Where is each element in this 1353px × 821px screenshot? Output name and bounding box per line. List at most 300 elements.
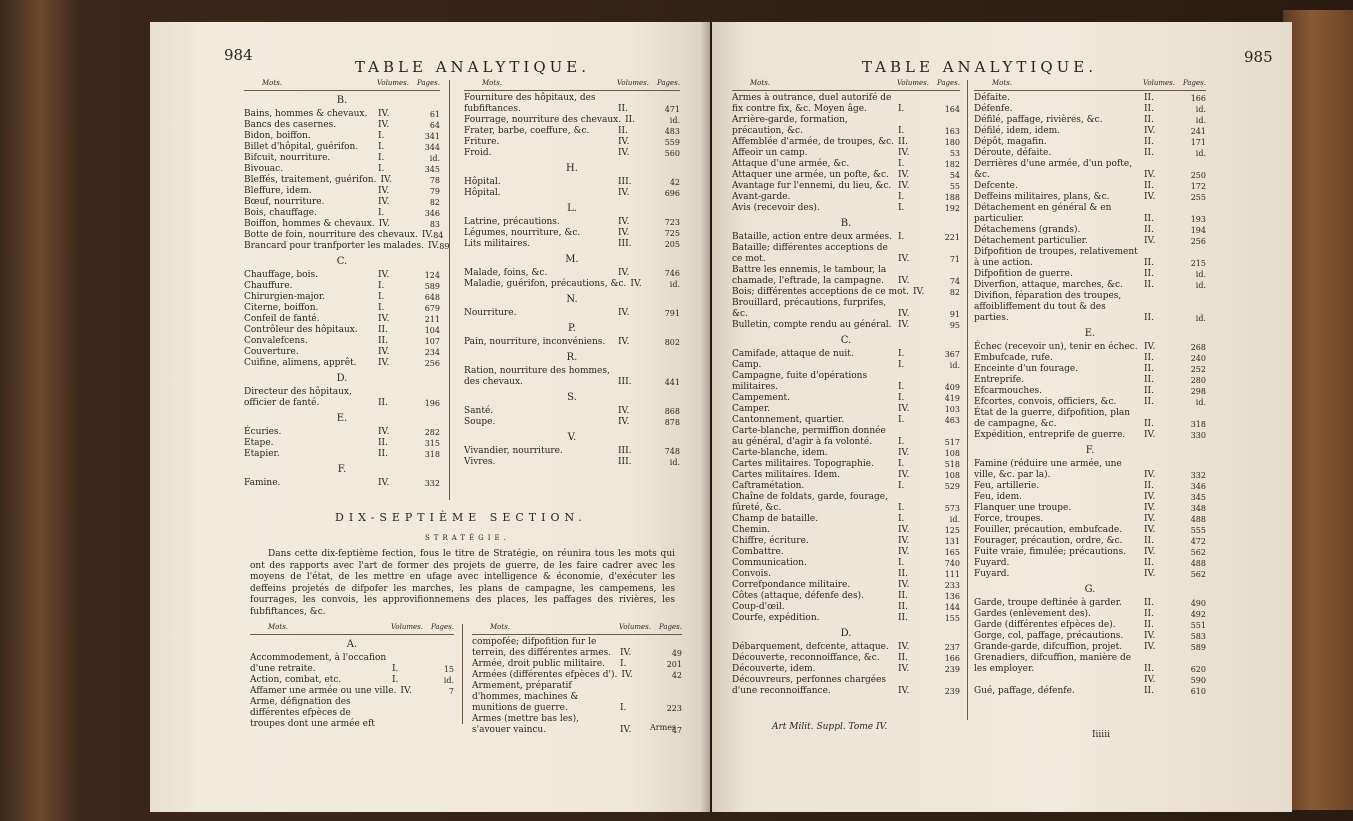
entry-page: 136 — [944, 592, 960, 601]
entry-term: Bidon, boiffon. — [244, 131, 311, 141]
index-entry — [732, 203, 960, 214]
index-entry — [244, 120, 440, 131]
entry-page: 182 — [944, 160, 960, 169]
index-entry — [732, 393, 960, 404]
entry-volume: IV. — [620, 725, 632, 735]
entry-term: Fuyard. — [974, 569, 1010, 579]
index-entry — [732, 569, 960, 580]
entry-term: Famine (réduire une armée, une ville, &c. par la). — [974, 459, 1122, 480]
index-entry — [732, 360, 960, 371]
entry-page: 79 — [429, 187, 440, 196]
entry-page: id. — [1195, 116, 1206, 125]
entry-volume: II. — [898, 137, 908, 147]
entry-volume: I. — [898, 104, 905, 114]
entry-page: 107 — [424, 337, 440, 346]
entry-term: Etape. — [244, 438, 274, 448]
index-entry — [244, 186, 440, 197]
entry-term: Gorge, col, paffage, précautions. — [974, 631, 1124, 641]
index-entry — [244, 109, 440, 120]
index-entry — [472, 637, 682, 659]
index-column-2 — [974, 78, 1206, 697]
entry-term: Feu, idem. — [974, 492, 1022, 502]
entry-volume: IV. — [898, 536, 910, 546]
entry-volume: IV. — [378, 347, 390, 357]
entry-volume: IV. — [378, 358, 390, 368]
entry-volume: II. — [1144, 269, 1154, 279]
entry-page: 215 — [1190, 259, 1206, 268]
entry-volume: II. — [1144, 620, 1154, 630]
entry-volume: IV. — [1144, 126, 1156, 136]
entry-page: 518 — [944, 460, 960, 469]
entry-term: Fuite vraie, fimulée; précautions. — [974, 547, 1126, 557]
entry-term: Bifcuit, nourriture. — [244, 153, 331, 163]
index-entry — [244, 387, 440, 409]
entry-term: Garde, troupe deftinée à garder. — [974, 598, 1122, 608]
index-entry — [244, 208, 440, 219]
entry-page: 583 — [1190, 632, 1206, 641]
entry-page: id. — [1195, 270, 1206, 279]
entry-term: Cartes militaires. Topographie. — [732, 459, 874, 469]
index-entry — [732, 243, 960, 265]
entry-page: 345 — [1190, 493, 1206, 502]
entry-term: Chemin. — [732, 525, 771, 535]
entry-volume: IV. — [898, 525, 910, 535]
index-entry — [464, 239, 680, 250]
entry-term: Boiffon, hommes & chevaux. — [244, 219, 375, 229]
index-entry — [464, 137, 680, 148]
entry-volume: I. — [898, 393, 905, 403]
entry-page: id. — [1195, 149, 1206, 158]
column-header: Mots. Volumes. Pages. — [244, 78, 440, 91]
entry-volume: IV. — [898, 547, 910, 557]
entry-page: 205 — [664, 240, 680, 249]
entry-page: 55 — [949, 182, 960, 191]
entry-page: 125 — [944, 526, 960, 535]
entry-term: Etapier. — [244, 449, 280, 459]
entry-page: 492 — [1190, 610, 1206, 619]
entry-volume: IV. — [618, 148, 630, 158]
entry-term: Bataille, action entre deux armées. — [732, 232, 893, 242]
entry-term: Déroute, défaite. — [974, 148, 1052, 158]
section-letter: N. — [566, 294, 578, 305]
entry-term: Cartes militaires. Idem. — [732, 470, 841, 480]
entry-page: 330 — [1190, 431, 1206, 440]
entry-term: Courfe, expédition. — [732, 613, 820, 623]
entry-page: id. — [1195, 105, 1206, 114]
index-entry — [464, 126, 680, 137]
index-entry — [732, 159, 960, 170]
entry-page: 878 — [664, 418, 680, 427]
page-number: 984 — [224, 46, 253, 64]
right-page — [712, 22, 1292, 812]
entry-page: 868 — [664, 407, 680, 416]
entry-page: 562 — [1190, 570, 1206, 579]
column-header: Mots. Volumes. Pages. — [974, 78, 1206, 91]
entry-term: Derrières d'une armée, d'un pofte, &c. — [974, 159, 1133, 180]
entry-term: Feu, artillerie. — [974, 481, 1040, 491]
entry-page: 256 — [1190, 237, 1206, 246]
index-entry — [244, 131, 440, 142]
entry-term: Armée, droit public militaire. — [472, 659, 606, 669]
entry-term: Armement, préparatif d'hommes, machines & munitions de guerre. — [472, 681, 579, 713]
index-entry — [732, 415, 960, 426]
entry-volume: I. — [378, 153, 385, 163]
entry-volume: IV. — [898, 320, 910, 330]
index-entry — [974, 408, 1206, 430]
entry-page: 610 — [1190, 687, 1206, 696]
entry-page: 104 — [424, 326, 440, 335]
entry-volume: II. — [1144, 115, 1154, 125]
entry-page: 555 — [1190, 526, 1206, 535]
entry-term: Entreprife. — [974, 375, 1025, 385]
entry-volume: IV. — [378, 120, 390, 130]
entry-volume: III. — [618, 446, 632, 456]
index-entry — [732, 675, 960, 697]
entry-volume: II. — [898, 602, 908, 612]
entry-term: Correfpondance militaire. — [732, 580, 851, 590]
entry-page: 7 — [448, 687, 454, 696]
entry-volume: II. — [1144, 280, 1154, 290]
entry-term: Grenadiers, difcuffion, manière de les employer. — [974, 653, 1132, 674]
index-entry — [250, 686, 454, 697]
entry-term: Bœuf, nourriture. — [244, 197, 325, 207]
entry-page: 483 — [664, 127, 680, 136]
entry-volume: I. — [898, 459, 905, 469]
index-entry — [732, 653, 960, 664]
index-entry — [974, 269, 1206, 280]
entry-term: Expédition, entreprife de guerre. — [974, 430, 1126, 440]
entry-term: Bulletin, compte rendu au général. — [732, 320, 892, 330]
entry-volume: IV. — [1144, 569, 1156, 579]
index-entry — [464, 279, 680, 290]
entry-page: 239 — [944, 665, 960, 674]
index-entry — [244, 270, 440, 281]
column-header: Mots. Volumes. Pages. — [464, 78, 680, 91]
index-entry — [464, 446, 680, 457]
entry-term: Bois, chauffage. — [244, 208, 317, 218]
entry-page: 171 — [1190, 138, 1206, 147]
entry-volume: IV. — [618, 417, 630, 427]
entry-volume: II. — [618, 126, 628, 136]
entry-page: 282 — [424, 428, 440, 437]
entry-term: Diverfion, attaque, marches, &c. — [974, 280, 1123, 290]
entry-volume: IV. — [618, 406, 630, 416]
entry-term: Hôpital. — [464, 177, 501, 187]
entry-page: id. — [429, 154, 440, 163]
section-letter: F. — [1085, 445, 1095, 456]
entry-term: Difpofition de guerre. — [974, 269, 1073, 279]
index-entry — [732, 148, 960, 159]
index-entry — [464, 308, 680, 319]
entry-page: 589 — [1190, 643, 1206, 652]
entry-term: Deffeins militaires, plans, &c. — [974, 192, 1110, 202]
index-entry — [244, 478, 440, 489]
entry-volume: III. — [618, 177, 632, 187]
entry-volume: IV. — [898, 254, 910, 264]
index-entry — [472, 659, 682, 670]
index-entry — [732, 426, 960, 448]
entry-volume: IV. — [1144, 631, 1156, 641]
entry-volume: IV. — [898, 170, 910, 180]
entry-volume: II. — [1144, 481, 1154, 491]
entry-volume: II. — [1144, 181, 1154, 191]
entry-volume: I. — [898, 192, 905, 202]
entry-volume: II. — [898, 653, 908, 663]
entry-volume: II. — [378, 336, 388, 346]
entry-term: Découverte, reconnoiffance, &c. — [732, 653, 880, 663]
index-entry — [974, 598, 1206, 609]
index-entry — [974, 653, 1206, 675]
index-entry — [464, 177, 680, 188]
index-entry — [732, 287, 960, 298]
entry-volume: II. — [1144, 664, 1154, 674]
index-entry — [244, 175, 440, 186]
index-entry — [244, 292, 440, 303]
index-entry — [732, 320, 960, 331]
index-entry — [974, 547, 1206, 558]
entry-volume: II. — [1144, 137, 1154, 147]
entry-page: 409 — [944, 383, 960, 392]
section-letter: C. — [840, 335, 852, 346]
entry-term: Bains, hommes & chevaux. — [244, 109, 368, 119]
volume-footer: Art Milit. Suppl. Tome IV. — [772, 722, 888, 732]
index-entry — [974, 686, 1206, 697]
entry-page: 180 — [944, 138, 960, 147]
entry-term: Caftramétation. — [732, 481, 805, 491]
entry-volume: IV. — [618, 268, 630, 278]
entry-page: 155 — [944, 614, 960, 623]
index-entry — [732, 232, 960, 243]
index-entry — [974, 364, 1206, 375]
entry-page: 78 — [429, 176, 440, 185]
section-letter: S. — [567, 392, 577, 403]
entry-page: 241 — [1190, 127, 1206, 136]
index-entry — [732, 514, 960, 525]
entry-page: 488 — [1190, 515, 1206, 524]
entry-page: 223 — [666, 704, 682, 713]
index-entry — [472, 681, 682, 714]
index-entry — [974, 609, 1206, 620]
index-entry — [974, 159, 1206, 181]
entry-term: Brancard pour tranfporter les malades. — [244, 241, 424, 251]
entry-page: 166 — [944, 654, 960, 663]
index-entry — [464, 457, 680, 468]
entry-volume: IV. — [898, 580, 910, 590]
entry-term: Défilé, paffage, rivières, &c. — [974, 115, 1103, 125]
entry-term: Confeil de fanté. — [244, 314, 320, 324]
entry-page: 318 — [1190, 420, 1206, 429]
entry-term: Camper. — [732, 404, 771, 414]
index-entry — [974, 225, 1206, 236]
entry-volume: II. — [1144, 353, 1154, 363]
entry-page: 144 — [944, 603, 960, 612]
section-letter: G. — [1084, 584, 1096, 595]
entry-volume: II. — [378, 449, 388, 459]
entry-volume: I. — [620, 659, 627, 669]
entry-term: Vivandier, nourriture. — [464, 446, 563, 456]
entry-term: Défaite. — [974, 93, 1010, 103]
entry-term: Battre les ennemis, le tambour, la chamade, l'eftrade, la campagne. — [732, 265, 887, 286]
entry-page: 252 — [1190, 365, 1206, 374]
entry-volume: IV. — [1144, 170, 1156, 180]
entry-term: Brouillard, précautions, furprifes, &c. — [732, 298, 887, 319]
index-entry — [732, 115, 960, 137]
entry-page: 723 — [664, 218, 680, 227]
entry-volume: IV. — [618, 137, 630, 147]
entry-page: 237 — [944, 643, 960, 652]
entry-term: Bancs des casernes. — [244, 120, 337, 130]
entry-term: Côtes (attaque, défenfe des). — [732, 591, 864, 601]
entry-term: Échec (recevoir un), tenir en échec. — [974, 342, 1138, 352]
entry-volume: II. — [898, 613, 908, 623]
entry-volume: IV. — [630, 279, 642, 289]
entry-page: 802 — [664, 338, 680, 347]
index-entry — [974, 236, 1206, 247]
index-entry — [974, 104, 1206, 115]
index-entry — [732, 265, 960, 287]
section-subtitle: STRATÉGIE. — [425, 534, 510, 542]
entry-term: Contrôleur des hôpitaux. — [244, 325, 358, 335]
entry-term: Bleffure, idem. — [244, 186, 312, 196]
entry-page: 163 — [944, 127, 960, 136]
entry-page: 111 — [944, 570, 960, 579]
entry-page: 165 — [944, 548, 960, 557]
index-entry — [974, 115, 1206, 126]
index-entry — [244, 303, 440, 314]
index-entry — [732, 170, 960, 181]
index-entry — [244, 142, 440, 153]
entry-page: 82 — [949, 288, 960, 297]
index-entry — [974, 375, 1206, 386]
index-entry — [974, 148, 1206, 159]
entry-volume: IV. — [618, 217, 630, 227]
index-entry — [974, 126, 1206, 137]
entry-page: 551 — [1190, 621, 1206, 630]
entry-volume: II. — [1144, 104, 1154, 114]
entry-term: Directeur des hôpitaux, officier de fanté. — [244, 387, 352, 408]
section-letter: F. — [337, 464, 347, 475]
index-entry — [974, 675, 1206, 686]
entry-volume: IV. — [378, 219, 390, 229]
index-entry — [732, 492, 960, 514]
column-rule — [462, 624, 463, 724]
entry-volume: IV. — [400, 686, 412, 696]
entry-volume: I. — [898, 382, 905, 392]
index-entry — [732, 525, 960, 536]
entry-page: 166 — [1190, 94, 1206, 103]
entry-volume: IV. — [378, 270, 390, 280]
index-entry — [974, 137, 1206, 148]
index-entry — [244, 230, 444, 241]
index-entry — [974, 631, 1206, 642]
entry-volume: IV. — [618, 337, 630, 347]
entry-term: Bois; différentes acceptions de ce mot. — [732, 287, 909, 297]
entry-volume: IV. — [898, 642, 910, 652]
index-entry — [974, 397, 1206, 408]
section-letter: E. — [336, 413, 348, 424]
entry-page: 441 — [664, 378, 680, 387]
column-header: Mots. Volumes. Pages. — [250, 622, 454, 635]
entry-term: Attaque d'une armée, &c. — [732, 159, 850, 169]
entry-page: id. — [1195, 314, 1206, 323]
entry-page: 192 — [944, 204, 960, 213]
index-entry — [244, 336, 440, 347]
entry-page: 268 — [1190, 343, 1206, 352]
entry-term: Détachement en général & en particulier. — [974, 203, 1112, 224]
entry-page: 91 — [949, 310, 960, 319]
entry-page: 590 — [1190, 676, 1206, 685]
entry-term: Détachement particulier. — [974, 236, 1088, 246]
entry-term: Botte de foin, nourriture des chevaux. — [244, 230, 418, 240]
entry-volume: IV. — [898, 148, 910, 158]
index-entry — [244, 197, 440, 208]
entry-term: Cuifine, alimens, apprêt. — [244, 358, 357, 368]
page-header: TABLE ANALYTIQUE. — [862, 58, 1097, 76]
entry-volume: IV. — [621, 670, 633, 680]
left-page — [150, 22, 710, 812]
entry-term: Cantonnement, quartier. — [732, 415, 845, 425]
index-entry — [974, 558, 1206, 569]
index-entry — [974, 291, 1206, 324]
column-header: Mots. Volumes. Pages. — [472, 622, 682, 635]
entry-volume: I. — [898, 415, 905, 425]
index-entry — [732, 664, 960, 675]
entry-page: 239 — [944, 687, 960, 696]
entry-term: Combattre. — [732, 547, 784, 557]
entry-volume: II. — [1144, 536, 1154, 546]
entry-volume: II. — [898, 569, 908, 579]
entry-page: id. — [443, 676, 454, 685]
entry-term: Gué, paffage, défenfe. — [974, 686, 1075, 696]
entry-volume: I. — [898, 481, 905, 491]
entry-volume: II. — [378, 398, 388, 408]
index-column-1 — [244, 78, 450, 489]
index-entry — [732, 602, 960, 613]
entry-page: 211 — [424, 315, 440, 324]
entry-term: Pain, nourriture, inconvéniens. — [464, 337, 606, 347]
entry-page: 193 — [1190, 215, 1206, 224]
entry-page: 746 — [664, 269, 680, 278]
index-entry — [974, 353, 1206, 364]
index-entry — [244, 241, 450, 252]
entry-term: Lits militaires. — [464, 239, 531, 249]
entry-page: 740 — [944, 559, 960, 568]
entry-volume: I. — [378, 303, 385, 313]
entry-volume: II. — [1144, 397, 1154, 407]
index-entry — [974, 280, 1206, 291]
entry-term: Efcarmouches. — [974, 386, 1043, 396]
index-entry — [732, 459, 960, 470]
entry-volume: II. — [618, 104, 628, 114]
entry-volume: IV. — [898, 276, 910, 286]
index-entry — [974, 492, 1206, 503]
index-entry — [732, 547, 960, 558]
catchword: Armes — [650, 723, 677, 732]
entry-volume: II. — [1144, 609, 1154, 619]
entry-term: Garde (différentes efpèces de). — [974, 620, 1116, 630]
entry-term: Affemblée d'armée, de troupes, &c. — [732, 137, 894, 147]
section-letter: D. — [840, 628, 852, 639]
entry-page: 560 — [664, 149, 680, 158]
entry-volume: IV. — [898, 309, 910, 319]
entry-volume: III. — [618, 457, 632, 467]
entry-term: Affamer une armée ou une ville. — [250, 686, 397, 696]
entry-volume: II. — [1144, 386, 1154, 396]
index-entry — [974, 525, 1206, 536]
index-entry — [974, 481, 1206, 492]
entry-page: 172 — [1190, 182, 1206, 191]
entry-volume: II. — [898, 591, 908, 601]
